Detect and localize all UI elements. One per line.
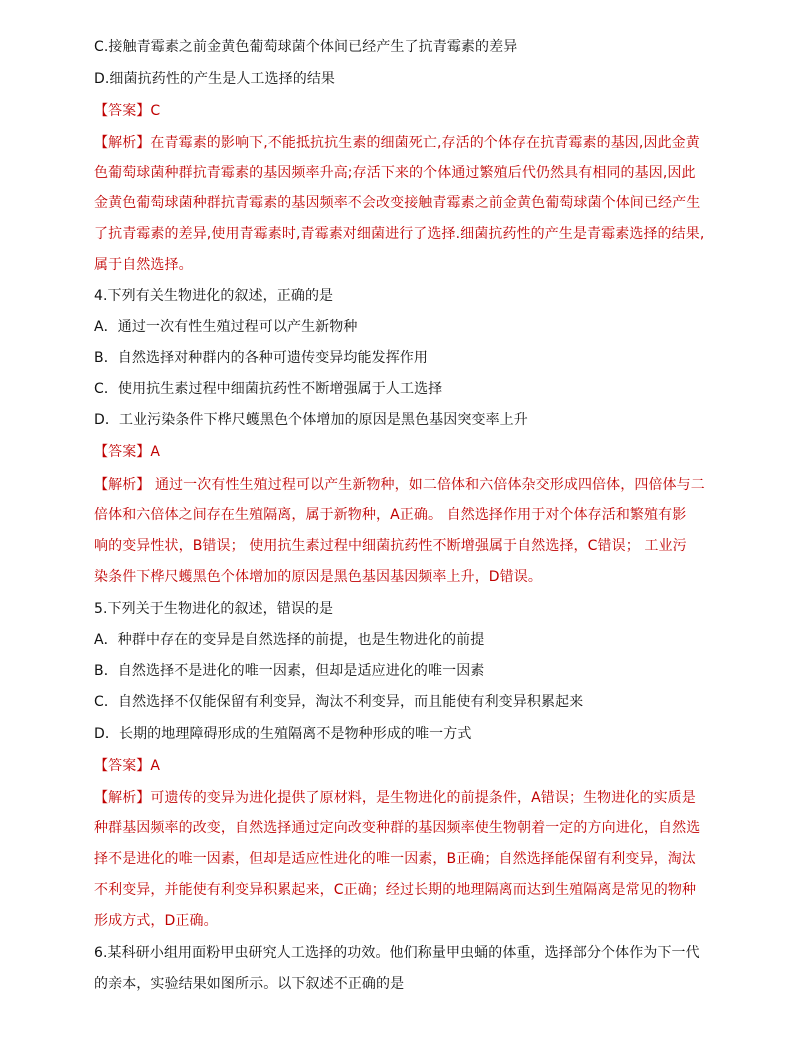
q4-analysis-line: 倍体和六倍体之间存在生殖隔离，属于新物种，A正确。 自然选择作用于对个体存活和繁殖有影 <box>94 507 687 523</box>
q6-stem: 6.某科研小组用面粉甲虫研究人工选择的功效。他们称量甲虫蛹的体重，选择部分个体作为下一代 <box>94 945 700 961</box>
answer-label: 【答案】 <box>94 103 151 119</box>
q3-analysis-line: 了抗青霉素的差异,使用青霉素时,青霉素对细菌进行了选择.细菌抗药性的产生是青霉素选择的结果, <box>94 226 705 242</box>
q4-option-c: C．使用抗生素过程中细菌抗药性不断增强属于人工选择 <box>94 381 443 397</box>
answer-label: 【答案】 <box>94 758 151 774</box>
q4-option-b: B．自然选择对种群内的各种可遗传变异均能发挥作用 <box>94 350 429 366</box>
q4-analysis-line: 染条件下桦尺蠖黑色个体增加的原因是黑色基因基因频率上升，D错误。 <box>94 569 542 585</box>
answer-value: C <box>150 103 161 119</box>
q5-analysis-line: 种群基因频率的改变，自然选择通过定向改变种群的基因频率使生物朝着一定的方向进化，自然选 <box>94 820 701 836</box>
q4-option-d: D．工业污染条件下桦尺蠖黑色个体增加的原因是黑色基因突变率上升 <box>94 412 528 428</box>
q3-analysis-line: 金黄色葡萄球菌种群抗青霉素的基因频率不会改变接触青霉素之前金黄色葡萄球菌个体间已经产生 <box>94 195 701 211</box>
analysis-text: 通过一次有性生殖过程可以产生新物种，如二倍体和六倍体杂交形成四倍体，四倍体与二 <box>150 477 705 493</box>
q4-stem: 4.下列有关生物进化的叙述，正确的是 <box>94 288 334 304</box>
q5-analysis-line <box>94 788 706 808</box>
q6-stem: 的亲本，实验结果如图所示。以下叙述不正确的是 <box>94 976 405 992</box>
q5-option-d: D．长期的地理障碍形成的生殖隔离不是物种形成的唯一方式 <box>94 726 472 742</box>
q5-option-a: A．种群中存在的变异是自然选择的前提，也是生物进化的前提 <box>94 632 485 648</box>
q4-answer <box>94 442 706 462</box>
answer-value: A <box>150 444 161 460</box>
analysis-label: 【解析】 <box>94 477 151 493</box>
answer-value: A <box>150 758 161 774</box>
q5-option-b: B．自然选择不是进化的唯一因素，但却是适应进化的唯一因素 <box>94 663 485 679</box>
q5-option-c: C．自然选择不仅能保留有利变异，淘汰不利变异，而且能使有利变异积累起来 <box>94 694 584 710</box>
q4-option-a: A．通过一次有性生殖过程可以产生新物种 <box>94 319 358 335</box>
q3-analysis-line <box>94 133 706 153</box>
q3-answer <box>94 101 706 121</box>
q4-analysis-line: 响的变异性状，B错误； 使用抗生素过程中细菌抗药性不断增强属于自然选择，C错误； 工业污 <box>94 538 687 554</box>
q5-answer <box>94 756 706 776</box>
analysis-label: 【解析】 <box>94 135 151 151</box>
q5-analysis-line: 择不是进化的唯一因素，但却是适应性进化的唯一因素，B正确；自然选择能保留有利变异，淘汰 <box>94 851 696 867</box>
q5-stem: 5.下列关于生物进化的叙述，错误的是 <box>94 601 334 617</box>
q3-analysis-line: 属于自然选择。 <box>94 257 193 273</box>
q5-analysis-line: 不利变异，并能使有利变异积累起来，C正确；经过长期的地理隔离而达到生殖隔离是常见的物种 <box>94 882 697 898</box>
q5-analysis-line: 形成方式，D正确。 <box>94 913 218 929</box>
q3-option-d: D.细菌抗药性的产生是人工选择的结果 <box>94 71 336 87</box>
answer-label: 【答案】 <box>94 444 151 460</box>
q3-option-c: C.接触青霉素之前金黄色葡萄球菌个体间已经产生了抗青霉素的差异 <box>94 39 518 55</box>
analysis-text: 可遗传的变异为进化提供了原材料，是生物进化的前提条件，A错误；生物进化的实质是 <box>150 790 696 806</box>
analysis-text: 在青霉素的影响下,不能抵抗抗生素的细菌死亡,存活的个体存在抗青霉素的基因,因此金黄 <box>150 135 700 151</box>
q3-analysis-line: 色葡萄球菌种群抗青霉素的基因频率升高;存活下来的个体通过繁殖后代仍然具有相同的基因,因此 <box>94 165 696 181</box>
analysis-label: 【解析】 <box>94 790 151 806</box>
q4-analysis-line <box>94 475 706 495</box>
